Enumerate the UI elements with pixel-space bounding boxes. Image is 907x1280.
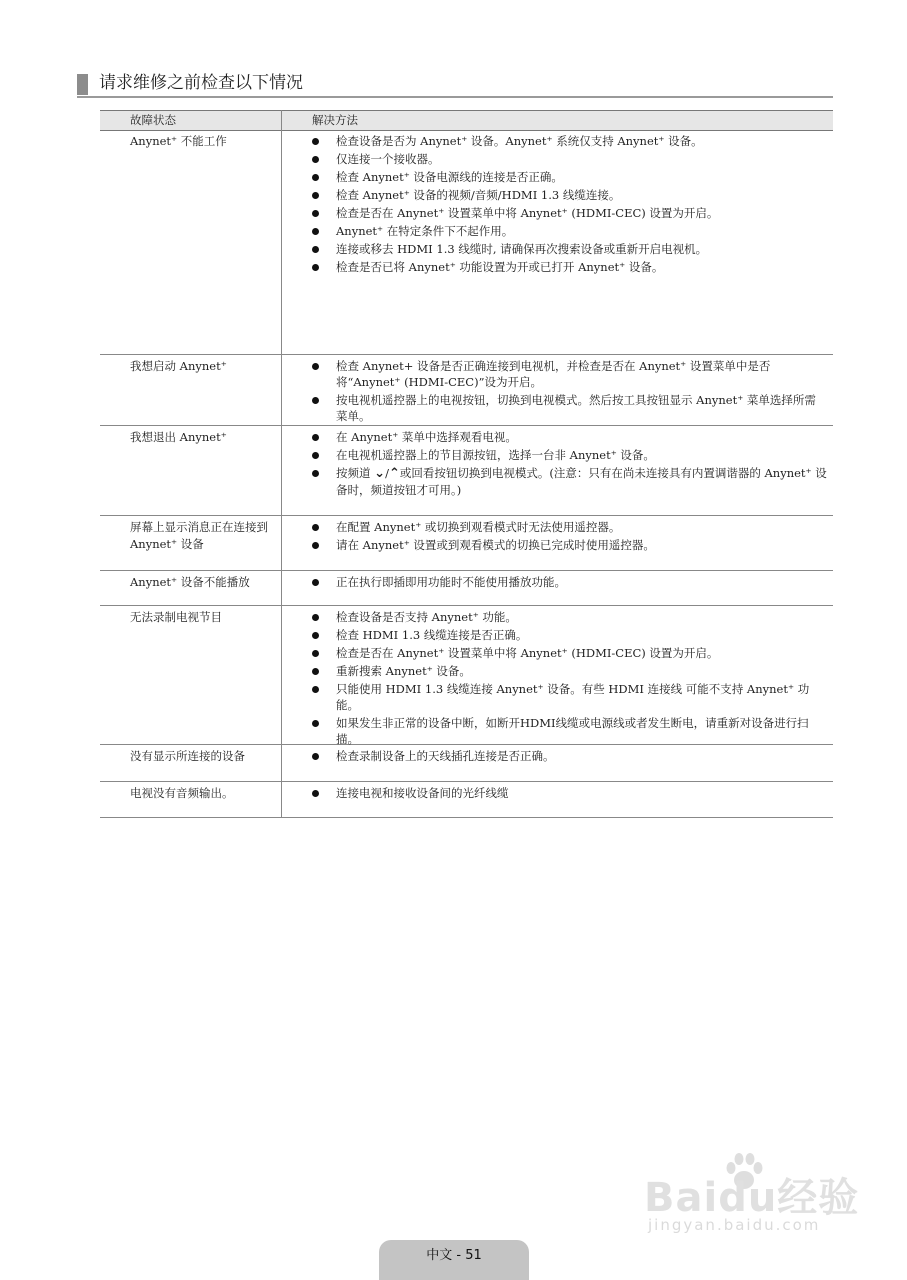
table-row [100, 571, 833, 606]
chevron-up-icon: ⌃ [388, 466, 400, 481]
table-row [100, 355, 833, 426]
bullet-icon [312, 192, 319, 199]
bullet-icon [312, 452, 319, 459]
list-item: 仅连接一个接收器。 [312, 151, 827, 167]
solution-list [312, 358, 827, 426]
column-divider [281, 110, 282, 818]
list-item: 检查是否在 Anynet⁺ 设置菜单中将 Anynet⁺ (HDMI-CEC) 设置为开启。 [312, 645, 827, 661]
list-item: 检查设备是否为 Anynet⁺ 设备。Anynet⁺ 系统仅支持 Anynet⁺ 设备。 [312, 133, 827, 149]
bullet-icon [312, 470, 319, 477]
bullet-icon [312, 434, 319, 441]
list-item: 在 Anynet⁺ 菜单中选择观看电视。 [312, 429, 827, 445]
watermark [640, 1150, 870, 1240]
header-status: 故障状态 [130, 113, 176, 127]
list-item: 请在 Anynet⁺ 设置或到观看模式的切换已完成时使用遥控器。 [312, 537, 827, 553]
list-item: 检查 Anynet+ 设备是否正确连接到电视机，并检查是否在 Anynet⁺ 设置菜单中是否将“Anynet⁺ (HDMI-CEC)”设为开启。 [312, 358, 827, 390]
watermark-logo: Baidu经验 [644, 1175, 860, 1221]
table-row [100, 606, 833, 745]
list-item: 检查设备是否支持 Anynet⁺ 功能。 [312, 609, 827, 625]
bullet-icon [312, 614, 319, 621]
bullet-icon [312, 542, 319, 549]
table-row [100, 782, 833, 818]
page-title: 请求维修之前检查以下情况 [99, 73, 303, 93]
bullet-icon [312, 363, 319, 370]
list-item: 重新搜索 Anynet⁺ 设备。 [312, 663, 827, 679]
solution-list [312, 429, 827, 500]
chevron-down-icon: ⌄ [374, 466, 386, 481]
list-item: 按频道 ⌄/⌃或回看按钮切换到电视模式。(注意：只有在尚未连接具有内置调谐器的 Anynet⁺ 设备时，频道按钮才可用。) [312, 465, 827, 498]
list-item: 连接电视和接收设备间的光纤线缆 [312, 785, 827, 801]
watermark-url: jingyan.baidu.com [648, 1216, 821, 1234]
row-status: Anynet⁺ 不能工作 [130, 134, 227, 148]
bullet-icon [312, 632, 319, 639]
solution-list [312, 748, 827, 766]
list-item: 只能使用 HDMI 1.3 线缆连接 Anynet⁺ 设备。有些 HDMI 连接线 可能不支持 Anynet⁺ 功能。 [312, 681, 827, 713]
bullet-icon [312, 228, 319, 235]
bullet-icon [312, 174, 319, 181]
row-status: 屏幕上显示消息正在连接到 Anynet⁺ 设备 [130, 520, 268, 551]
list-item: 在电视机遥控器上的节目源按钮，选择一台非 Anynet⁺ 设备。 [312, 447, 827, 463]
table-header [100, 110, 833, 131]
row-status: 我想启动 Anynet⁺ [130, 359, 227, 373]
list-item: 正在执行即插即用功能时不能使用播放功能。 [312, 574, 827, 590]
bullet-icon [312, 720, 319, 727]
bullet-icon [312, 579, 319, 586]
solution-list [312, 785, 827, 803]
bullet-icon [312, 753, 319, 760]
troubleshooting-table [100, 110, 833, 818]
solution-list [312, 574, 827, 592]
title-marker [77, 74, 88, 95]
header-solution: 解决方法 [312, 113, 358, 127]
page-number: 中文 - 51 [379, 1240, 529, 1280]
row-status: 电视没有音频输出。 [130, 786, 234, 800]
row-status: 没有显示所连接的设备 [130, 749, 245, 763]
list-item: 检查 HDMI 1.3 线缆连接是否正确。 [312, 627, 827, 643]
list-item: Anynet⁺ 在特定条件下不起作用。 [312, 223, 827, 239]
table-row [100, 516, 833, 571]
list-item: 按电视机遥控器上的电视按钮，切换到电视模式。然后按工具按钮显示 Anynet⁺ 菜单选择所需菜单。 [312, 392, 827, 424]
page-title-bar [77, 72, 833, 98]
list-item: 检查录制设备上的天线插孔连接是否正确。 [312, 748, 827, 764]
list-item: 检查 Anynet⁺ 设备电源线的连接是否正确。 [312, 169, 827, 185]
bullet-icon [312, 790, 319, 797]
table-row [100, 130, 833, 355]
solution-list [312, 519, 827, 555]
list-item: 在配置 Anynet⁺ 或切换到观看模式时无法使用遥控器。 [312, 519, 827, 535]
bullet-icon [312, 650, 319, 657]
list-item: 检查是否在 Anynet⁺ 设置菜单中将 Anynet⁺ (HDMI-CEC) 设置为开启。 [312, 205, 827, 221]
list-item: 连接或移去 HDMI 1.3 线缆时, 请确保再次搜索设备或重新开启电视机。 [312, 241, 827, 257]
bullet-icon [312, 246, 319, 253]
solution-list [312, 133, 827, 277]
row-status: 无法录制电视节目 [130, 610, 222, 624]
list-item: 检查是否已将 Anynet⁺ 功能设置为开或已打开 Anynet⁺ 设备。 [312, 259, 827, 275]
list-item: 检查 Anynet⁺ 设备的视频/音频/HDMI 1.3 线缆连接。 [312, 187, 827, 203]
bullet-icon [312, 264, 319, 271]
bullet-icon [312, 524, 319, 531]
bullet-icon [312, 397, 319, 404]
list-item: 如果发生非正常的设备中断，如断开HDMI线缆或电源线或者发生断电，请重新对设备进行扫描。 [312, 715, 827, 747]
bullet-icon [312, 156, 319, 163]
row-status: Anynet⁺ 设备不能播放 [130, 575, 250, 589]
bullet-icon [312, 668, 319, 675]
bullet-icon [312, 138, 319, 145]
bullet-icon [312, 210, 319, 217]
table-row [100, 745, 833, 782]
table-row [100, 426, 833, 516]
row-status: 我想退出 Anynet⁺ [130, 430, 227, 444]
solution-list [312, 609, 827, 749]
bullet-icon [312, 686, 319, 693]
